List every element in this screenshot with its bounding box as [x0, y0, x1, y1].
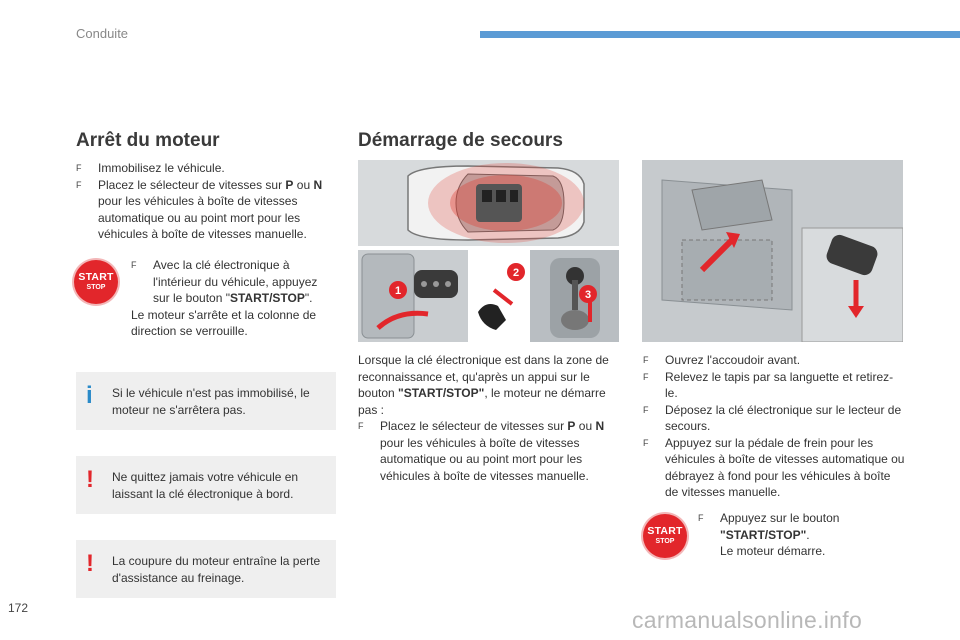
bullet-marker-icon: F [643, 404, 649, 415]
warning-note-key-text: Ne quittez jamais votre véhicule en laissant la clé électronique à bord. [112, 470, 299, 501]
gear-selector-illustration [530, 250, 619, 342]
step-press-pedal: F Appuyez sur la pédale de frein pour les véhicules à boîte de vitesses automatique ou débrayez à fond pour les véhicules à boîte de vitesses manuelle. [643, 435, 905, 499]
left-section-title: Arrêt du moteur [76, 130, 220, 151]
callout-3: 3 [584, 289, 592, 301]
callout-1: 1 [394, 285, 402, 297]
brake-pedal-illustration [472, 250, 526, 342]
bullet-immobilize: F Immobilisez le véhicule. [76, 161, 225, 175]
right-section-title: Démarrage de secours [358, 130, 563, 151]
step-open-armrest: F Ouvrez l'accoudoir avant. [643, 353, 801, 367]
warning-note-brake [76, 540, 336, 598]
bullet-marker-icon: F [643, 437, 649, 448]
step-lift-mat: F Relevez le tapis par sa languette et retirez-le. [643, 369, 894, 400]
watermark-text: carmanualsonline.info [632, 607, 863, 633]
bullet-marker-icon: F [698, 513, 704, 523]
info-note-text: Si le véhicule n'est pas immobilisé, le moteur ne s'arrêtera pas. [112, 386, 310, 417]
info-note [76, 372, 336, 430]
car-top-view-illustration [358, 160, 619, 246]
header-accent-bar [480, 31, 960, 38]
emergency-intro: Lorsque la clé électronique est dans la zone de reconnaissance et, qu'après un appui sur le bouton "START/STOP", le moteur ne démarre pas : F Placez le sélecteur de vitesses sur P ou N pour les véhicules à boîte de vitesses automatique ou au point mort pour les véhicules à boîte de vitesses manuelle. [358, 352, 620, 484]
emergency-steps [643, 352, 905, 501]
info-icon: i [86, 382, 93, 409]
warning-icon: ! [86, 550, 94, 577]
bullet-marker-icon: F [76, 163, 82, 173]
engine-start-result: Le moteur démarre. [720, 544, 826, 558]
press-start-step: F Appuyez sur le bouton "START/STOP". Le moteur démarre. [698, 510, 898, 560]
intro-selector-bullet: F Placez le sélecteur de vitesses sur P ou N pour les véhicules à boîte de vitesses automatique ou au point mort pour les véhicules à boîte de vitesses manuelle. [358, 419, 605, 483]
step-place-key: F Déposez la clé électronique sur le lecteur de secours. [643, 402, 902, 433]
bullet-marker-icon: F [131, 260, 137, 270]
bullet-selector: F Placez le sélecteur de vitesses sur P ou N pour les véhicules à boîte de vitesses automatique ou au point mort pour les véhicules à boîte de vitesses manuelle. [76, 177, 323, 241]
bullet-marker-icon: F [643, 355, 649, 365]
page-number: 172 [8, 601, 29, 615]
start-stop-button-icon: START STOP [643, 514, 687, 558]
backup-reader-illustration [642, 160, 903, 342]
bullet-marker-icon: F [76, 179, 82, 190]
bullet-marker-icon: F [358, 421, 364, 431]
start-stop-button-icon: START STOP [74, 260, 118, 304]
key-position-illustration [358, 250, 468, 342]
warning-note-key [76, 456, 336, 514]
left-bullets [76, 160, 341, 243]
callout-2: 2 [512, 267, 520, 279]
warning-note-brake-text: La coupure du moteur entraîne la perte d'assistance au freinage. [112, 554, 321, 585]
warning-icon: ! [86, 466, 94, 493]
key-step: F Avec la clé électronique à l'intérieur du véhicule, appuyez sur le bouton "START/STOP". Le moteur s'arrête et la colonne de direction se verrouille. [131, 257, 331, 340]
section-label: Conduite [76, 26, 129, 41]
engine-stop-result: Le moteur s'arrête et la colonne de direction se verrouille. [131, 307, 317, 338]
bullet-marker-icon: F [643, 371, 649, 382]
